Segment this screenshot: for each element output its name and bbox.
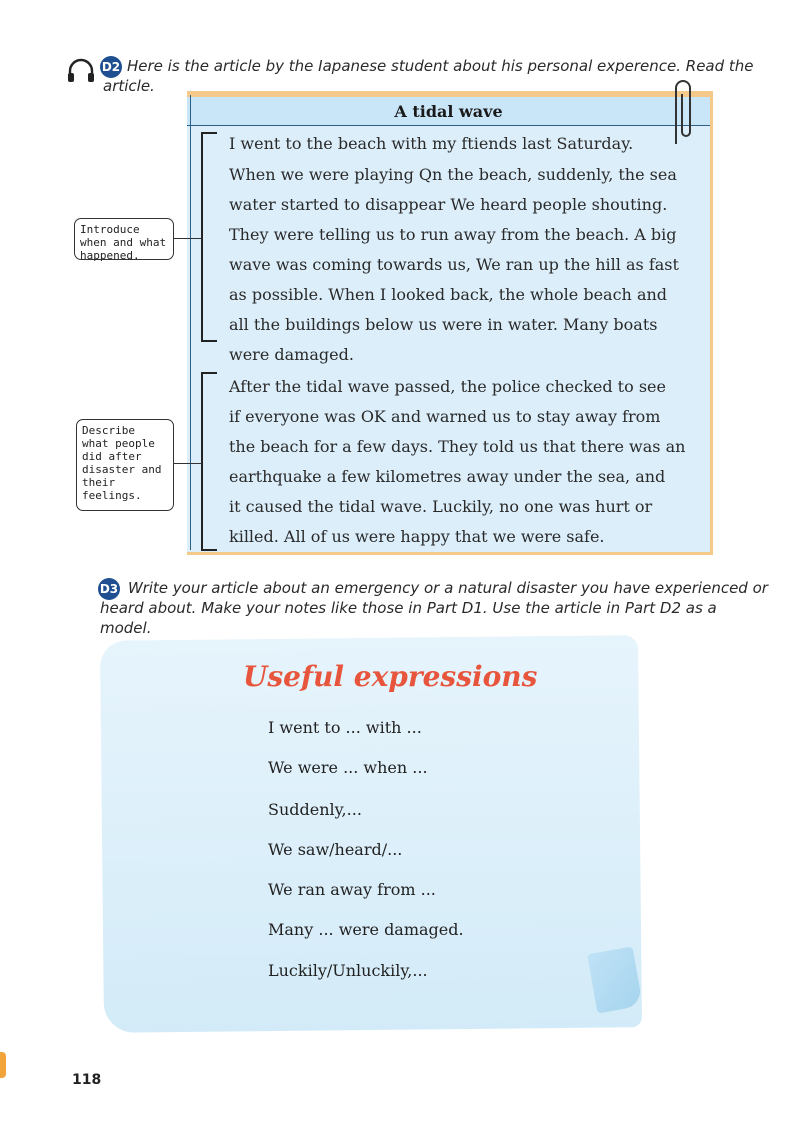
paperclip-icon (668, 74, 698, 150)
article-line: killed. All of us were happy that we were safe. (229, 527, 605, 546)
article-line: I went to the beach with my ftiends last Saturday. (229, 134, 634, 153)
side-note-describe: Describe what people did after disaster and their feelings. (76, 419, 174, 511)
useful-expressions-heading: Useful expressions (243, 660, 538, 693)
d3-instruction: Write your article about an emergency or a natural disaster you have experienced or heard about. Make your notes like those in Part D1. Use the article in Part D2 as a model. (100, 579, 768, 637)
article-line: earthquake a few kilometres away under the sea, and (229, 467, 666, 486)
article-line: wave was coming towards us, We ran up the hill as fast (229, 255, 679, 274)
article-title: A tidal wave (394, 102, 503, 121)
expression-item: We were ... when ... (268, 758, 428, 777)
expression-item: Suddenly,... (268, 800, 362, 819)
page-number: 118 (72, 1072, 102, 1088)
article-line: all the buildings below us were in water. Many boats (229, 315, 658, 334)
d2-instruction: Here is the article by the Iapanese student about his personal experence. Read the article. (103, 57, 754, 95)
bracket-paragraph-1 (201, 132, 217, 342)
page-edge-tab (0, 1052, 6, 1078)
section-badge-d2: D2 (100, 56, 122, 78)
article-line: After the tidal wave passed, the police checked to see (229, 377, 666, 396)
article-line: They were telling us to run away from the beach. A big (229, 225, 677, 244)
article-line: if everyone was OK and warned us to stay away from (229, 407, 661, 426)
article-line: as possible. When I looked back, the whole beach and (229, 285, 668, 304)
section-badge-d3: D3 (98, 578, 120, 600)
note-connector (174, 238, 202, 239)
article-line: were damaged. (229, 345, 354, 364)
article-title-bar (187, 97, 710, 126)
article-line: it caused the tidal wave. Luckily, no one was hurt or (229, 497, 653, 516)
article-line: the beach for a few days. They told us that there was an (229, 437, 686, 456)
article-line: water started to disappear We heard people shouting. (229, 195, 668, 214)
article-line: When we were playing Qn the beach, suddenly, the sea (229, 165, 677, 184)
expression-item: We ran away from ... (268, 880, 436, 899)
expression-item: We saw/heard/... (268, 840, 403, 859)
expression-item: Luckily/Unluckily,... (268, 961, 428, 980)
bracket-paragraph-2 (201, 372, 217, 551)
note-connector (174, 463, 202, 464)
headphones-icon[interactable] (66, 58, 96, 84)
side-note-intro: Introduce when and what happened. (74, 218, 174, 260)
expression-item: I went to ... with ... (268, 718, 422, 737)
margin-rule (190, 95, 191, 550)
expression-item: Many ... were damaged. (268, 920, 464, 939)
